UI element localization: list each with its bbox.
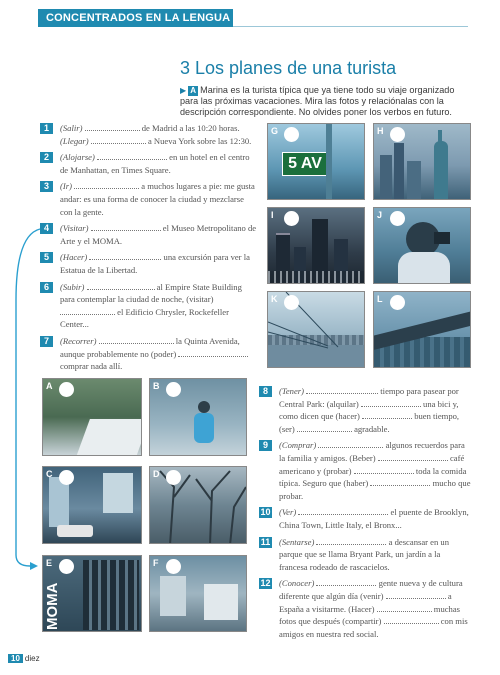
answer-circle[interactable] — [390, 211, 405, 226]
item-text: mucho que probar. — [279, 478, 471, 501]
item-number: 5 — [40, 252, 53, 263]
photo-a[interactable] — [42, 378, 142, 456]
item-number: 3 — [40, 181, 53, 192]
verb-prompt: (Hacer) — [60, 252, 88, 263]
item-text: gente nueva y de cultura diferente que algún día (venir) — [279, 578, 463, 601]
photo-letter: E — [46, 558, 53, 568]
verb-prompt: (Comprar) — [279, 440, 317, 451]
item-number: 2 — [40, 152, 53, 163]
verb-prompt: (Sentarse) — [279, 536, 315, 547]
verb-prompt: (Tener) — [279, 386, 304, 396]
statue-shape — [434, 141, 448, 199]
page-word: diez — [24, 654, 40, 663]
item-text: la Quinta Avenida, aunque probablemente no (poder) — [60, 335, 240, 359]
item-text: el puente de Brooklyn, China Town, Little Italy, el Bronx... — [279, 507, 469, 530]
item-number: 4 — [40, 223, 53, 234]
answer-blank[interactable] — [370, 485, 430, 486]
item-number: 9 — [259, 440, 272, 451]
person-head — [198, 401, 210, 413]
answer-circle[interactable] — [59, 470, 74, 485]
item-text: toda la comida típica. Seguro que (haber) — [279, 465, 467, 489]
arrow-icon: ▶ — [180, 86, 187, 95]
photo-letter: J — [377, 210, 383, 220]
verb-prompt: (Ir) — [60, 181, 72, 192]
answer-blank[interactable] — [298, 514, 388, 515]
photo-letter: B — [153, 381, 160, 391]
answer-blank[interactable] — [306, 393, 378, 394]
item-text: en un hotel en el centro de Manhattan, en Times Square. — [60, 152, 250, 175]
answer-circle[interactable] — [284, 295, 299, 310]
exercise-item-9 — [259, 439, 471, 502]
item-text: una excursión para ver la Estatua de la Libertad. — [60, 252, 250, 275]
photo-letter: A — [46, 381, 53, 391]
answer-circle[interactable] — [59, 559, 74, 574]
building-shape — [394, 143, 404, 199]
item-text: el Museo Metropolitano de Arte y el MOMA. — [60, 223, 257, 246]
answer-circle[interactable] — [284, 127, 299, 142]
verb-prompt: (Visitar) — [60, 223, 89, 234]
answer-circle[interactable] — [390, 127, 405, 142]
photo-l[interactable] — [373, 291, 471, 368]
item-text: café americano y (probar) — [279, 452, 465, 476]
verb-prompt: (Alojarse) — [60, 152, 95, 163]
answer-blank[interactable] — [361, 406, 421, 407]
exercise-letter-badge: A — [188, 86, 198, 96]
item-text: agradable. — [354, 423, 390, 434]
photo-letter: C — [46, 469, 53, 479]
answer-blank[interactable] — [362, 418, 412, 419]
item-text: a descansar en un parque que se llama Bryant Park, un jardín a la francesa rodeado de rascacielos. — [279, 536, 450, 572]
exercise-item-11 — [259, 536, 471, 574]
verb-prompt: (Salir) — [60, 123, 83, 133]
photo-e[interactable] — [42, 555, 142, 632]
item-number: 6 — [40, 282, 53, 293]
page-number: 10 — [8, 654, 23, 663]
exercise-title: 3 Los planes de una turista — [180, 58, 397, 78]
page-footer — [8, 654, 40, 663]
photo-letter: K — [271, 294, 278, 304]
item-text: a muchos lugares a pie: me gusta andar: es una forma de conocer la ciudad y mezclarse con la gente. — [60, 181, 255, 217]
answer-blank[interactable] — [386, 598, 446, 599]
building-facade — [83, 560, 139, 630]
answer-blank[interactable] — [377, 611, 432, 612]
item-text: algunos recuerdos para la familia y amigos. (Beber) — [279, 440, 465, 463]
building-shape — [407, 161, 421, 199]
answer-blank[interactable] — [378, 460, 448, 461]
answer-blank[interactable] — [354, 473, 414, 474]
answer-blank[interactable] — [297, 431, 352, 432]
verb-prompt: (Ver) — [279, 507, 297, 518]
moma-sign: MOMA — [44, 582, 61, 630]
item-text: el Edificio Chrysler, Rockefeller Center... — [60, 306, 229, 330]
item-text: comprar nada allí. — [60, 361, 123, 372]
answer-blank[interactable] — [316, 544, 386, 545]
answer-circle[interactable] — [284, 211, 299, 226]
statue-torch — [438, 130, 442, 144]
photo-letter: I — [271, 210, 274, 220]
bridge-cables — [268, 292, 365, 368]
item-text: tiempo para pasear por Central Park: (alquilar) — [279, 386, 459, 409]
section-banner: CONCENTRADOS EN LA LENGUA — [38, 9, 233, 27]
photo-f[interactable] — [149, 555, 247, 632]
item-text: a Nueva York sobre las 12:30. — [147, 135, 252, 146]
intro-text: Marina es la turista típica que ya tiene todo su viaje organizado para las próximas vacaciones. Mira las fotos y relaciónalas con la descripción correspondiente. No olvides poner los verbos en futuro. — [180, 85, 455, 117]
billboard — [103, 473, 133, 513]
answer-blank[interactable] — [316, 585, 376, 586]
answer-circle[interactable] — [166, 470, 181, 485]
item-number: 11 — [260, 536, 271, 547]
exercise-item-10 — [259, 506, 471, 531]
answer-circle[interactable] — [390, 295, 405, 310]
exercise-item-12 — [259, 577, 471, 640]
item-text: a España a visitarme. (Hacer) — [279, 590, 452, 614]
item-number: 7 — [40, 336, 53, 347]
item-number: 10 — [260, 507, 271, 518]
answer-circle[interactable] — [166, 559, 181, 574]
exercise-list-right — [259, 385, 471, 644]
photo-letter: D — [153, 469, 160, 479]
camera-shape — [434, 232, 450, 244]
photo-b[interactable] — [149, 378, 247, 456]
photo-h[interactable] — [373, 123, 471, 200]
photo-letter: G — [271, 126, 279, 136]
city-lights — [268, 271, 364, 283]
exercise-item-8 — [259, 385, 471, 435]
item-number: 8 — [259, 386, 272, 397]
item-text: con mis amigos en nuestra red social. — [279, 616, 468, 639]
item-number: 12 — [260, 578, 271, 589]
person-body — [398, 252, 450, 284]
market-stall — [160, 576, 186, 616]
item-text: una bici y, como dicen que (hacer) — [279, 398, 459, 422]
photo-d[interactable] — [149, 466, 247, 544]
tree-branches — [150, 467, 247, 544]
photo-letter: H — [377, 126, 384, 136]
verb-prompt: (Subir) — [60, 281, 85, 292]
answer-circle[interactable] — [59, 382, 74, 397]
photo-letter: L — [377, 294, 383, 304]
item-text: buen tiempo, (ser) — [279, 411, 460, 434]
sign-pole — [326, 124, 332, 200]
photo-c[interactable] — [42, 466, 142, 544]
person-body — [194, 413, 214, 443]
answer-blank[interactable] — [384, 623, 439, 624]
taxi-shape — [57, 525, 93, 537]
verb-prompt: (Llegar) — [60, 135, 89, 146]
photo-g[interactable] — [267, 123, 365, 200]
photo-j[interactable] — [373, 207, 471, 284]
item-text: muchas fotos que después (compartir) — [279, 603, 461, 627]
item-text: de Madrid a las 10:20 horas. — [141, 123, 240, 133]
item-number: 1 — [40, 123, 53, 134]
street-sign: 5 AV — [282, 152, 328, 176]
photo-letter: F — [153, 558, 159, 568]
building-shape — [380, 155, 392, 199]
photo-i[interactable] — [267, 207, 365, 284]
photo-k[interactable] — [267, 291, 365, 368]
verb-prompt: (Conocer) — [279, 578, 315, 589]
answer-circle[interactable] — [166, 382, 181, 397]
item-text: al Empire State Building para contemplar la ciudad de noche, (visitar) — [60, 281, 242, 305]
verb-prompt: (Recorrer) — [60, 335, 97, 346]
answer-blank[interactable] — [318, 447, 383, 448]
market-stall — [204, 584, 238, 620]
